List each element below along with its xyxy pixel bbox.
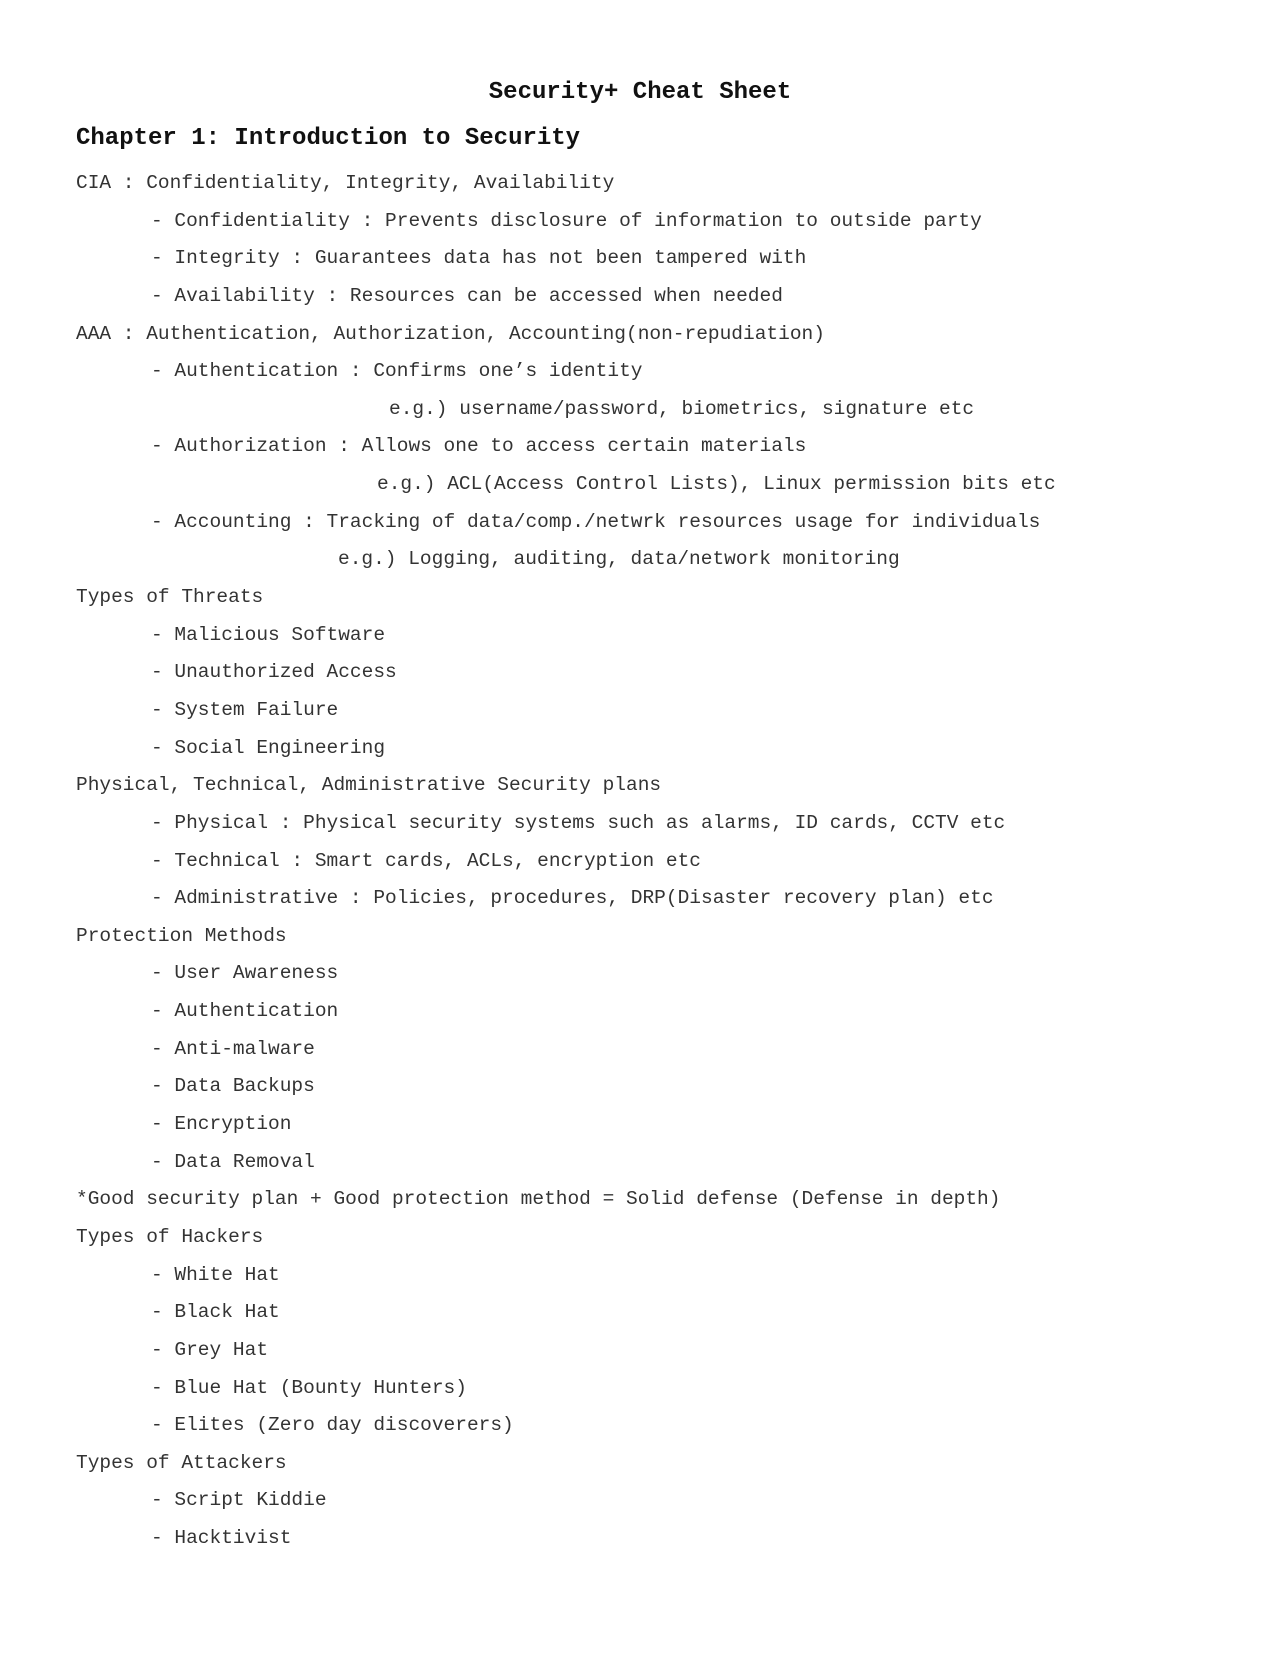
section-line: Protection Methods <box>76 924 287 947</box>
example-line: e.g.) Logging, auditing, data/network monitoring <box>338 548 900 571</box>
bullet-line: - Grey Hat <box>151 1338 269 1361</box>
section-line: CIA : Confidentiality, Integrity, Availability <box>76 172 615 194</box>
bullet-line: - Authorization : Allows one to access certain materials <box>151 435 807 458</box>
bullet-line: - Anti-malware <box>151 1037 315 1060</box>
bullet-line: - Script Kiddie <box>151 1489 327 1512</box>
bullet-line: - User Awareness <box>151 962 339 985</box>
bullet-line: - Authentication : Confirms one’s identity <box>151 360 643 383</box>
bullet-line: - White Hat <box>151 1263 280 1286</box>
bullet-line: - Malicious Software <box>151 623 386 646</box>
document-body <box>76 168 1056 1561</box>
bullet-line: - Confidentiality : Prevents disclosure of information to outside party <box>151 209 982 232</box>
bullet-line: - Hacktivist <box>151 1527 292 1550</box>
chapter-heading: Chapter 1: Introduction to Security <box>76 125 581 152</box>
example-line: e.g.) username/password, biometrics, signature etc <box>389 397 975 420</box>
bullet-line: - Administrative : Policies, procedures, DRP(Disaster recovery plan) etc <box>151 887 994 910</box>
bullet-line: - Accounting : Tracking of data/comp./netwrk resources usage for individuals <box>151 510 1041 533</box>
section-line: AAA : Authentication, Authorization, Accounting(non-repudiation) <box>76 322 825 345</box>
bullet-line: - Authentication <box>151 1000 339 1023</box>
bullet-line: - System Failure <box>151 698 339 721</box>
section-line: Types of Hackers <box>76 1225 264 1248</box>
bullet-line: - Social Engineering <box>151 736 386 759</box>
section-line: Types of Attackers <box>76 1451 287 1474</box>
section-line: Physical, Technical, Administrative Security plans <box>76 774 662 797</box>
example-line: e.g.) ACL(Access Control Lists), Linux permission bits etc <box>377 473 1056 496</box>
bullet-line: - Integrity : Guarantees data has not been tampered with <box>151 247 807 270</box>
bullet-line: - Unauthorized Access <box>151 661 397 684</box>
bullet-line: - Black Hat <box>151 1301 280 1324</box>
bullet-line: - Blue Hat (Bounty Hunters) <box>151 1376 467 1399</box>
bullet-line: - Physical : Physical security systems such as alarms, ID cards, CCTV etc <box>151 811 1006 834</box>
section-line: *Good security plan + Good protection method = Solid defense (Defense in depth) <box>76 1188 1001 1211</box>
bullet-line: - Data Removal <box>151 1150 315 1173</box>
document-title: Security+ Cheat Sheet <box>488 79 792 106</box>
bullet-line: - Availability : Resources can be accessed when needed <box>151 284 783 307</box>
bullet-line: - Elites (Zero day discoverers) <box>151 1414 514 1437</box>
bullet-line: - Technical : Smart cards, ACLs, encryption etc <box>151 849 701 872</box>
bullet-line: - Encryption <box>151 1113 292 1136</box>
section-line: Types of Threats <box>76 586 264 609</box>
bullet-line: - Data Backups <box>151 1075 315 1098</box>
